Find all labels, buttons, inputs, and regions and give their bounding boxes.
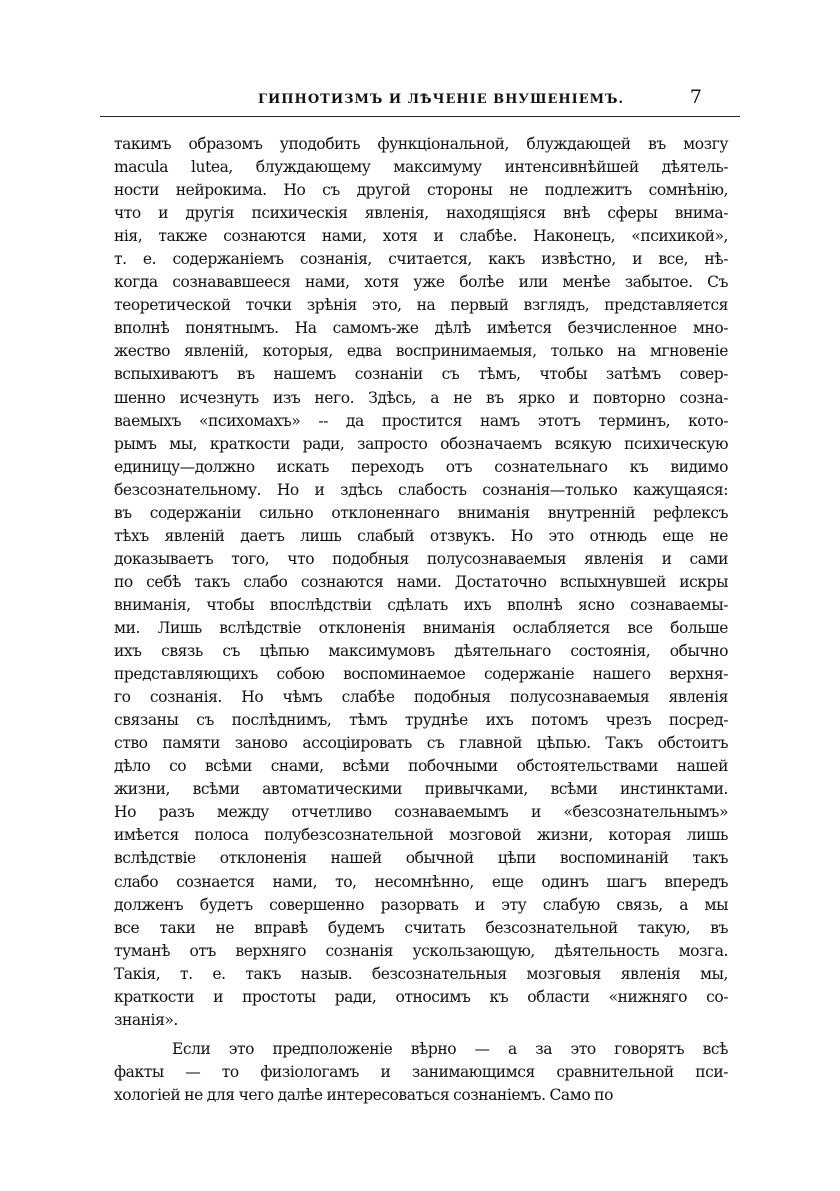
running-title: ГИПНОТИЗМЪ И ЛѢЧЕНІЕ ВНУШЕНІЕМЪ.: [258, 92, 624, 107]
text-line: жество явленій, которыя, едва воспринимаемыя, только на мгновеніе: [114, 342, 728, 361]
text-line: въ содержаніи сильно отклоненнаго вниманія внутренній рефлексъ: [114, 503, 728, 522]
text-line: ство памяти заново ассоціировать съ главной цѣпью. Такъ обстоитъ: [114, 734, 728, 753]
page-number: 7: [689, 86, 702, 108]
text-line: ности нейрокима. Но съ другой стороны не подлежитъ сомнѣнію,: [114, 181, 728, 200]
text-line: Если это предположеніе вѣрно — а за это говорятъ всѣ: [172, 1039, 728, 1058]
body-text: [114, 133, 728, 1107]
text-line: по себѣ такъ слабо сознаются нами. Достаточно вспыхнувшей искры: [114, 572, 728, 591]
paragraph: [114, 133, 728, 1032]
text-line: такимъ образомъ уподобить функціональной, блуждающей въ мозгу: [114, 135, 728, 153]
text-line: вспыхиваютъ въ нашемъ сознаніи съ тѣмъ, чтобы затѣмъ совер-: [114, 365, 728, 384]
text-line: теоретической точки зрѣнія это, на первый взглядъ, представляется: [114, 296, 728, 315]
text-line: macula lutea, блуждающему максимуму интенсивнѣйшей дѣятель-: [114, 158, 728, 177]
text-line: знанія».: [114, 1010, 178, 1029]
text-line: безсознательному. Но и здѣсь слабость сознанія—только кажущаяся:: [114, 480, 728, 499]
text-line: нія, также сознаются нами, хотя и слабѣе. Наконецъ, «психикой»,: [114, 227, 728, 246]
text-line: туманѣ отъ верхняго сознанія ускользающую, дѣятельность мозга.: [114, 941, 728, 960]
text-line: хологіей не для чего далѣе интересоваться сознаніемъ. Само по: [114, 1085, 613, 1104]
text-line: го сознанія. Но чѣмъ слабѣе подобныя полусознаваемыя явленія: [114, 688, 728, 707]
running-head: [100, 86, 740, 117]
text-line: вниманія, чтобы впослѣдствіи сдѣлать ихъ вполнѣ ясно сознаваемы-: [114, 595, 728, 614]
text-line: тѣхъ явленій даетъ лишь слабый отзвукъ. Но это отнюдь еще не: [114, 526, 728, 545]
text-line: Такія, т. е. такъ назыв. безсознательныя мозговыя явленія мы,: [114, 964, 728, 983]
text-line: вполнѣ понятнымъ. На самомъ-же дѣлѣ имѣется безчисленное мно-: [114, 319, 728, 338]
text-line: что и другія психическія явленія, находящіяся внѣ сферы внима-: [114, 204, 728, 223]
text-line: долженъ будетъ совершенно разорвать и эту слабую связь, а мы: [114, 895, 728, 914]
text-line: слабо сознается нами, то, несомнѣнно, еще одинъ шагъ впередъ: [114, 872, 728, 891]
text-line: т. е. содержаніемъ сознанія, считается, какъ извѣстно, и все, нѣ-: [114, 250, 728, 269]
text-line: единицу—должно искать переходъ отъ сознательнаго къ видимо: [114, 457, 728, 476]
text-line: факты — то физіологамъ и занимающимся сравнительной пси-: [114, 1062, 728, 1081]
text-line: доказываетъ того, что подобныя полусознаваемыя явленія и сами: [114, 549, 728, 568]
text-line: жизни, всѣми автоматическими привычками, всѣми инстинктами.: [114, 780, 728, 799]
text-line: вслѣдствіе отклоненія нашей обычной цѣпи воспоминаній такъ: [114, 849, 728, 868]
text-line: связаны съ послѣднимъ, тѣмъ труднѣе ихъ потомъ чрезъ посред-: [114, 711, 728, 730]
text-line: Но разъ между отчетливо сознаваемымъ и «безсознательнымъ»: [114, 803, 728, 822]
text-line: представляющихъ собою воспоминаемое содержаніе нашего верхня-: [114, 665, 728, 684]
text-line: все таки не вправѣ будемъ считать безсознательной такую, въ: [114, 918, 728, 937]
text-line: ми. Лишь вслѣдствіе отклоненія вниманія ослабляется все больше: [114, 618, 728, 637]
text-line: дѣло со всѣми снами, всѣми побочными обстоятельствами нашей: [114, 757, 728, 776]
text-line: краткости и простоты ради, относимъ къ области «нижняго со-: [114, 987, 728, 1006]
text-line: ваемыхъ «психомахъ» -- да проститcя намъ этотъ терминъ, кото-: [114, 411, 728, 430]
text-line: имѣется полоса полубезсознательной мозговой жизни, которая лишь: [114, 826, 728, 845]
text-line: ихъ связь съ цѣпью максимумовъ дѣятельнаго состоянія, обычно: [114, 642, 728, 661]
text-line: шенно исчезнуть изъ него. Здѣсь, а не въ ярко и повторно созна-: [114, 388, 728, 407]
text-line: когда сознававшееся нами, хотя уже болѣе или менѣе забытое. Съ: [114, 273, 728, 292]
text-line: рымъ мы, краткости ради, запросто обозначаемъ всякую психическую: [114, 434, 728, 453]
paragraph: [114, 1038, 728, 1107]
